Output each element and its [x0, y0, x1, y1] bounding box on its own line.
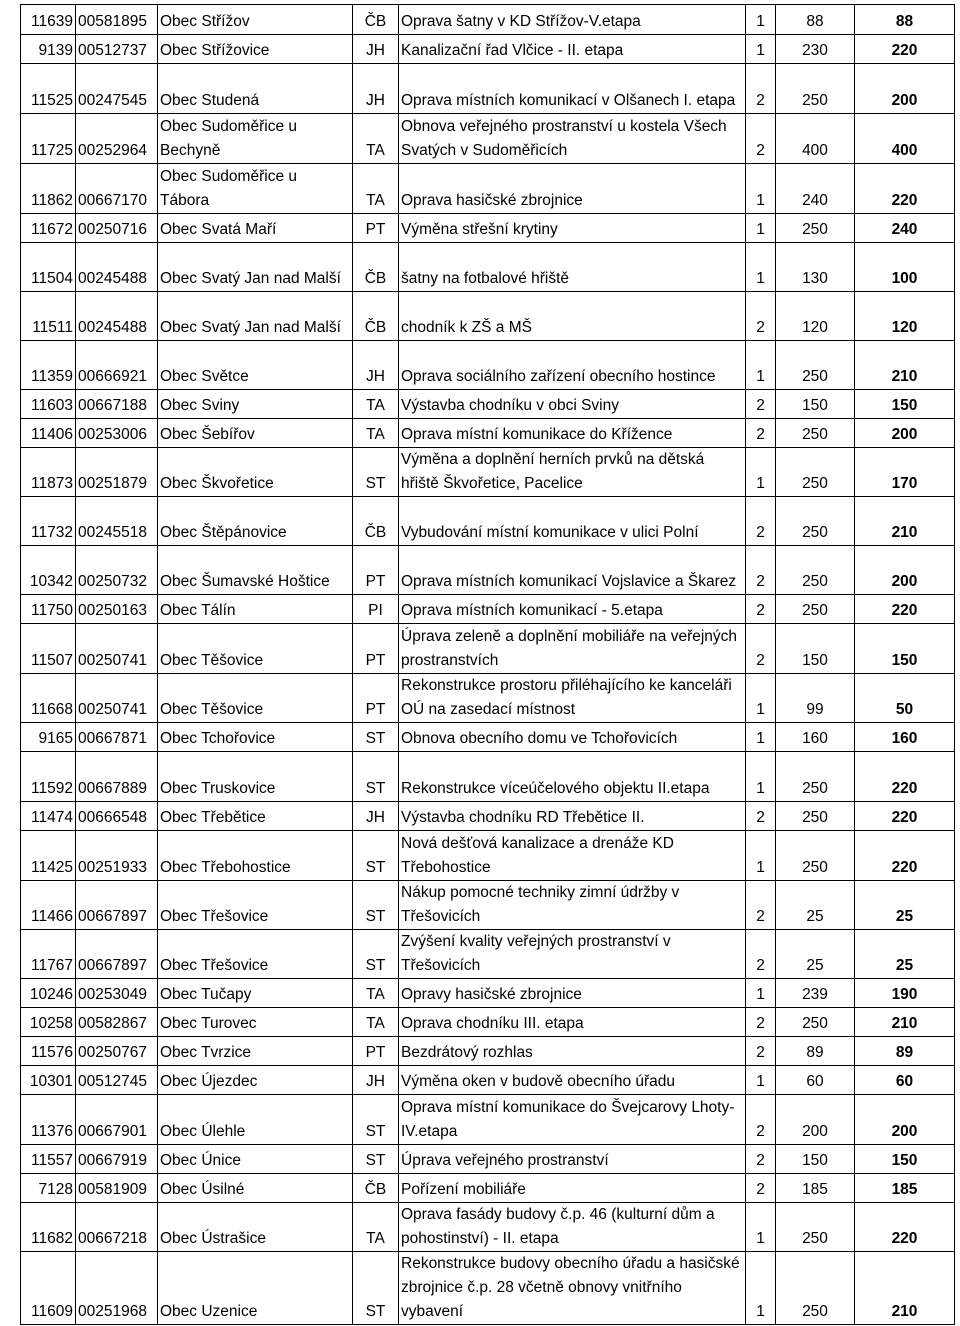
priority-cell: 1	[746, 214, 776, 243]
granted-amount-cell: 25	[855, 930, 955, 979]
table-row	[21, 624, 955, 674]
ico-cell: 00245488	[76, 243, 158, 292]
municipality-cell: Obec Úsilné	[158, 1174, 353, 1203]
grant-table	[20, 4, 955, 1325]
project-cell: Rekonstrukce prostoru přiléhajícího ke kanceláři OÚ na zasedací místnost	[399, 674, 746, 723]
granted-amount-cell: 220	[855, 35, 955, 64]
priority-cell: 1	[746, 243, 776, 292]
project-cell: Bezdrátový rozhlas	[399, 1037, 746, 1066]
record-id-cell: 11406	[21, 419, 76, 448]
table-row	[21, 752, 955, 802]
record-id-cell: 11725	[21, 114, 76, 164]
region-cell: TA	[353, 390, 399, 419]
requested-amount-cell: 60	[776, 1066, 855, 1095]
project-cell: Opravy hasičské zbrojnice	[399, 979, 746, 1008]
table-row	[21, 341, 955, 390]
municipality-cell: Obec Tučapy	[158, 979, 353, 1008]
granted-amount-cell: 25	[855, 881, 955, 930]
ico-cell: 00667170	[76, 164, 158, 214]
region-cell: PT	[353, 546, 399, 595]
region-cell: PT	[353, 1037, 399, 1066]
requested-amount-cell: 130	[776, 243, 855, 292]
record-id-cell: 10258	[21, 1008, 76, 1037]
ico-cell: 00250741	[76, 624, 158, 674]
region-cell: TA	[353, 1203, 399, 1252]
municipality-cell: Obec Tchořovice	[158, 723, 353, 752]
requested-amount-cell: 250	[776, 341, 855, 390]
project-cell: Oprava šatny v KD Střížov-V.etapa	[399, 5, 746, 35]
municipality-cell: Obec Studená	[158, 64, 353, 114]
record-id-cell: 11504	[21, 243, 76, 292]
project-cell: šatny na fotbalové hřiště	[399, 243, 746, 292]
region-cell: JH	[353, 35, 399, 64]
municipality-cell: Obec Těšovice	[158, 624, 353, 674]
region-cell: PT	[353, 674, 399, 723]
granted-amount-cell: 88	[855, 5, 955, 35]
priority-cell: 1	[746, 752, 776, 802]
requested-amount-cell: 250	[776, 752, 855, 802]
table-row	[21, 1037, 955, 1066]
municipality-cell: Obec Třebohostice	[158, 831, 353, 881]
project-cell: Oprava místních komunikací v Olšanech I. etapa	[399, 64, 746, 114]
requested-amount-cell: 150	[776, 624, 855, 674]
priority-cell: 2	[746, 1145, 776, 1174]
granted-amount-cell: 220	[855, 831, 955, 881]
municipality-cell: Obec Úlehle	[158, 1095, 353, 1145]
ico-cell: 00250732	[76, 546, 158, 595]
table-row	[21, 723, 955, 752]
ico-cell: 00666548	[76, 802, 158, 831]
record-id-cell: 11750	[21, 595, 76, 624]
granted-amount-cell: 200	[855, 546, 955, 595]
priority-cell: 1	[746, 448, 776, 497]
requested-amount-cell: 230	[776, 35, 855, 64]
municipality-cell: Obec Ústrašice	[158, 1203, 353, 1252]
record-id-cell: 7128	[21, 1174, 76, 1203]
record-id-cell: 11732	[21, 497, 76, 546]
table-row	[21, 1252, 955, 1325]
priority-cell: 1	[746, 1203, 776, 1252]
granted-amount-cell: 220	[855, 752, 955, 802]
project-cell: Nákup pomocné techniky zimní údržby v Třešovicích	[399, 881, 746, 930]
table-row	[21, 1095, 955, 1145]
requested-amount-cell: 25	[776, 881, 855, 930]
project-cell: Oprava sociálního zařízení obecního hostince	[399, 341, 746, 390]
priority-cell: 1	[746, 831, 776, 881]
record-id-cell: 11603	[21, 390, 76, 419]
priority-cell: 1	[746, 1252, 776, 1325]
region-cell: ST	[353, 448, 399, 497]
region-cell: JH	[353, 802, 399, 831]
municipality-cell: Obec Třebětice	[158, 802, 353, 831]
granted-amount-cell: 200	[855, 64, 955, 114]
region-cell: TA	[353, 979, 399, 1008]
requested-amount-cell: 88	[776, 5, 855, 35]
municipality-cell: Obec Těšovice	[158, 674, 353, 723]
region-cell: ST	[353, 881, 399, 930]
project-cell: Výstavba chodníku v obci Sviny	[399, 390, 746, 419]
record-id-cell: 11474	[21, 802, 76, 831]
table-row	[21, 35, 955, 64]
project-cell: Výstavba chodníku RD Třebětice II.	[399, 802, 746, 831]
ico-cell: 00667188	[76, 390, 158, 419]
granted-amount-cell: 190	[855, 979, 955, 1008]
granted-amount-cell: 120	[855, 292, 955, 341]
ico-cell: 00667218	[76, 1203, 158, 1252]
region-cell: ČB	[353, 5, 399, 35]
region-cell: JH	[353, 1066, 399, 1095]
project-cell: Oprava hasičské zbrojnice	[399, 164, 746, 214]
priority-cell: 2	[746, 292, 776, 341]
granted-amount-cell: 170	[855, 448, 955, 497]
table-row	[21, 1203, 955, 1252]
table-row	[21, 419, 955, 448]
project-cell: chodník k ZŠ a MŠ	[399, 292, 746, 341]
table-row	[21, 546, 955, 595]
record-id-cell: 11609	[21, 1252, 76, 1325]
priority-cell: 1	[746, 979, 776, 1008]
granted-amount-cell: 400	[855, 114, 955, 164]
granted-amount-cell: 210	[855, 341, 955, 390]
project-cell: Obnova veřejného prostranství u kostela Všech Svatých v Sudoměřicích	[399, 114, 746, 164]
municipality-cell: Obec Světce	[158, 341, 353, 390]
priority-cell: 1	[746, 723, 776, 752]
requested-amount-cell: 250	[776, 448, 855, 497]
record-id-cell: 11862	[21, 164, 76, 214]
ico-cell: 00666921	[76, 341, 158, 390]
ico-cell: 00253006	[76, 419, 158, 448]
table-row	[21, 114, 955, 164]
requested-amount-cell: 250	[776, 64, 855, 114]
ico-cell: 00667919	[76, 1145, 158, 1174]
ico-cell: 00581909	[76, 1174, 158, 1203]
requested-amount-cell: 250	[776, 595, 855, 624]
ico-cell: 00250163	[76, 595, 158, 624]
requested-amount-cell: 250	[776, 419, 855, 448]
region-cell: ST	[353, 723, 399, 752]
record-id-cell: 11672	[21, 214, 76, 243]
municipality-cell: Obec Šebířov	[158, 419, 353, 448]
region-cell: TA	[353, 419, 399, 448]
region-cell: ST	[353, 1252, 399, 1325]
ico-cell: 00667889	[76, 752, 158, 802]
municipality-cell: Obec Turovec	[158, 1008, 353, 1037]
record-id-cell: 11639	[21, 5, 76, 35]
record-id-cell: 9165	[21, 723, 76, 752]
granted-amount-cell: 185	[855, 1174, 955, 1203]
municipality-cell: Obec Sudoměřice u Bechyně	[158, 114, 353, 164]
record-id-cell: 11425	[21, 831, 76, 881]
project-cell: Výměna střešní krytiny	[399, 214, 746, 243]
granted-amount-cell: 200	[855, 1095, 955, 1145]
municipality-cell: Obec Újezdec	[158, 1066, 353, 1095]
municipality-cell: Obec Tvrzice	[158, 1037, 353, 1066]
ico-cell: 00667897	[76, 881, 158, 930]
requested-amount-cell: 250	[776, 546, 855, 595]
granted-amount-cell: 220	[855, 802, 955, 831]
granted-amount-cell: 240	[855, 214, 955, 243]
requested-amount-cell: 89	[776, 1037, 855, 1066]
region-cell: ST	[353, 831, 399, 881]
municipality-cell: Obec Sviny	[158, 390, 353, 419]
table-row	[21, 497, 955, 546]
ico-cell: 00250741	[76, 674, 158, 723]
region-cell: ČB	[353, 497, 399, 546]
project-cell: Oprava místních komunikací - 5.etapa	[399, 595, 746, 624]
granted-amount-cell: 210	[855, 497, 955, 546]
municipality-cell: Obec Třešovice	[158, 930, 353, 979]
project-cell: Výměna oken v budově obecního úřadu	[399, 1066, 746, 1095]
region-cell: ST	[353, 930, 399, 979]
record-id-cell: 11767	[21, 930, 76, 979]
project-cell: Úprava veřejného prostranství	[399, 1145, 746, 1174]
requested-amount-cell: 250	[776, 214, 855, 243]
granted-amount-cell: 160	[855, 723, 955, 752]
table-row	[21, 214, 955, 243]
region-cell: ČB	[353, 243, 399, 292]
ico-cell: 00250767	[76, 1037, 158, 1066]
granted-amount-cell: 210	[855, 1252, 955, 1325]
ico-cell: 00251968	[76, 1252, 158, 1325]
project-cell: Oprava fasády budovy č.p. 46 (kulturní dům a pohostinství) - II. etapa	[399, 1203, 746, 1252]
record-id-cell: 10246	[21, 979, 76, 1008]
priority-cell: 2	[746, 390, 776, 419]
requested-amount-cell: 99	[776, 674, 855, 723]
region-cell: PI	[353, 595, 399, 624]
priority-cell: 2	[746, 1174, 776, 1203]
requested-amount-cell: 200	[776, 1095, 855, 1145]
record-id-cell: 11466	[21, 881, 76, 930]
requested-amount-cell: 150	[776, 1145, 855, 1174]
project-cell: Nová dešťová kanalizace a drenáže KD Třebohostice	[399, 831, 746, 881]
project-cell: Obnova obecního domu ve Tchořovicích	[399, 723, 746, 752]
project-cell: Rekonstrukce budovy obecního úřadu a hasičské zbrojnice č.p. 28 včetně obnovy vnitřního vybavení	[399, 1252, 746, 1325]
project-cell: Kanalizační řad Vlčice - II. etapa	[399, 35, 746, 64]
table-row	[21, 64, 955, 114]
municipality-cell: Obec Tálín	[158, 595, 353, 624]
project-cell: Vybudování místní komunikace v ulici Polní	[399, 497, 746, 546]
ico-cell: 00252964	[76, 114, 158, 164]
priority-cell: 2	[746, 546, 776, 595]
priority-cell: 2	[746, 1008, 776, 1037]
table-row	[21, 1066, 955, 1095]
requested-amount-cell: 250	[776, 1203, 855, 1252]
record-id-cell: 11511	[21, 292, 76, 341]
table-row	[21, 674, 955, 723]
municipality-cell: Obec Třešovice	[158, 881, 353, 930]
table-row	[21, 164, 955, 214]
requested-amount-cell: 150	[776, 390, 855, 419]
granted-amount-cell: 150	[855, 390, 955, 419]
ico-cell: 00245488	[76, 292, 158, 341]
record-id-cell: 11525	[21, 64, 76, 114]
table-row	[21, 595, 955, 624]
region-cell: PT	[353, 214, 399, 243]
municipality-cell: Obec Šumavské Hoštice	[158, 546, 353, 595]
requested-amount-cell: 250	[776, 831, 855, 881]
granted-amount-cell: 220	[855, 1203, 955, 1252]
record-id-cell: 11592	[21, 752, 76, 802]
table-row	[21, 5, 955, 35]
project-cell: Oprava místní komunikace do Švejcarovy Lhoty-IV.etapa	[399, 1095, 746, 1145]
ico-cell: 00251933	[76, 831, 158, 881]
ico-cell: 00245518	[76, 497, 158, 546]
record-id-cell: 11557	[21, 1145, 76, 1174]
ico-cell: 00512745	[76, 1066, 158, 1095]
priority-cell: 2	[746, 881, 776, 930]
ico-cell: 00512737	[76, 35, 158, 64]
municipality-cell: Obec Svatý Jan nad Malší	[158, 243, 353, 292]
ico-cell: 00250716	[76, 214, 158, 243]
region-cell: TA	[353, 114, 399, 164]
requested-amount-cell: 185	[776, 1174, 855, 1203]
municipality-cell: Obec Střížovice	[158, 35, 353, 64]
project-cell: Úprava zeleně a doplnění mobiliáře na veřejných prostranstvích	[399, 624, 746, 674]
priority-cell: 2	[746, 595, 776, 624]
granted-amount-cell: 220	[855, 164, 955, 214]
region-cell: JH	[353, 64, 399, 114]
project-cell: Výměna a doplnění herních prvků na dětská hřiště Škvořetice, Pacelice	[399, 448, 746, 497]
project-cell: Oprava chodníku III. etapa	[399, 1008, 746, 1037]
region-cell: TA	[353, 1008, 399, 1037]
municipality-cell: Obec Svatá Maří	[158, 214, 353, 243]
project-cell: Oprava místní komunikace do Křížence	[399, 419, 746, 448]
region-cell: ST	[353, 1145, 399, 1174]
requested-amount-cell: 25	[776, 930, 855, 979]
requested-amount-cell: 250	[776, 497, 855, 546]
region-cell: JH	[353, 341, 399, 390]
priority-cell: 2	[746, 802, 776, 831]
record-id-cell: 11682	[21, 1203, 76, 1252]
requested-amount-cell: 250	[776, 802, 855, 831]
requested-amount-cell: 120	[776, 292, 855, 341]
priority-cell: 2	[746, 497, 776, 546]
record-id-cell: 11359	[21, 341, 76, 390]
municipality-cell: Obec Střížov	[158, 5, 353, 35]
requested-amount-cell: 240	[776, 164, 855, 214]
region-cell: ČB	[353, 1174, 399, 1203]
granted-amount-cell: 89	[855, 1037, 955, 1066]
priority-cell: 1	[746, 35, 776, 64]
requested-amount-cell: 250	[776, 1252, 855, 1325]
granted-amount-cell: 150	[855, 624, 955, 674]
granted-amount-cell: 60	[855, 1066, 955, 1095]
record-id-cell: 11507	[21, 624, 76, 674]
record-id-cell: 11873	[21, 448, 76, 497]
priority-cell: 1	[746, 1066, 776, 1095]
ico-cell: 00667871	[76, 723, 158, 752]
granted-amount-cell: 100	[855, 243, 955, 292]
granted-amount-cell: 210	[855, 1008, 955, 1037]
record-id-cell: 10301	[21, 1066, 76, 1095]
record-id-cell: 9139	[21, 35, 76, 64]
table-row	[21, 802, 955, 831]
priority-cell: 2	[746, 930, 776, 979]
project-cell: Zvýšení kvality veřejných prostranství v Třešovicích	[399, 930, 746, 979]
ico-cell: 00247545	[76, 64, 158, 114]
priority-cell: 2	[746, 419, 776, 448]
project-cell: Oprava místních komunikací Vojslavice a Škarez	[399, 546, 746, 595]
ico-cell: 00253049	[76, 979, 158, 1008]
priority-cell: 2	[746, 1037, 776, 1066]
table-row	[21, 292, 955, 341]
granted-amount-cell: 220	[855, 595, 955, 624]
region-cell: ST	[353, 752, 399, 802]
priority-cell: 2	[746, 1095, 776, 1145]
priority-cell: 2	[746, 114, 776, 164]
municipality-cell: Obec Sudoměřice u Tábora	[158, 164, 353, 214]
region-cell: ČB	[353, 292, 399, 341]
record-id-cell: 10342	[21, 546, 76, 595]
priority-cell: 1	[746, 341, 776, 390]
table-row	[21, 1008, 955, 1037]
region-cell: PT	[353, 624, 399, 674]
project-cell: Rekonstrukce víceúčelového objektu II.etapa	[399, 752, 746, 802]
region-cell: ST	[353, 1095, 399, 1145]
table-row	[21, 243, 955, 292]
table-row	[21, 448, 955, 497]
municipality-cell: Obec Svatý Jan nad Malší	[158, 292, 353, 341]
table-row	[21, 979, 955, 1008]
table-row	[21, 930, 955, 979]
requested-amount-cell: 400	[776, 114, 855, 164]
ico-cell: 00251879	[76, 448, 158, 497]
region-cell: TA	[353, 164, 399, 214]
table-row	[21, 1174, 955, 1203]
granted-amount-cell: 50	[855, 674, 955, 723]
table-row	[21, 831, 955, 881]
requested-amount-cell: 239	[776, 979, 855, 1008]
priority-cell: 2	[746, 64, 776, 114]
municipality-cell: Obec Uzenice	[158, 1252, 353, 1325]
municipality-cell: Obec Štěpánovice	[158, 497, 353, 546]
table-row	[21, 881, 955, 930]
ico-cell: 00581895	[76, 5, 158, 35]
priority-cell: 1	[746, 164, 776, 214]
requested-amount-cell: 250	[776, 1008, 855, 1037]
municipality-cell: Obec Škvořetice	[158, 448, 353, 497]
municipality-cell: Obec Únice	[158, 1145, 353, 1174]
granted-amount-cell: 150	[855, 1145, 955, 1174]
granted-amount-cell: 200	[855, 419, 955, 448]
requested-amount-cell: 160	[776, 723, 855, 752]
ico-cell: 00582867	[76, 1008, 158, 1037]
table-body	[21, 5, 955, 1325]
priority-cell: 1	[746, 5, 776, 35]
ico-cell: 00667897	[76, 930, 158, 979]
municipality-cell: Obec Truskovice	[158, 752, 353, 802]
priority-cell: 2	[746, 624, 776, 674]
priority-cell: 1	[746, 674, 776, 723]
record-id-cell: 11668	[21, 674, 76, 723]
project-cell: Pořízení mobiliáře	[399, 1174, 746, 1203]
table-row	[21, 1145, 955, 1174]
ico-cell: 00667901	[76, 1095, 158, 1145]
record-id-cell: 11576	[21, 1037, 76, 1066]
record-id-cell: 11376	[21, 1095, 76, 1145]
table-row	[21, 390, 955, 419]
